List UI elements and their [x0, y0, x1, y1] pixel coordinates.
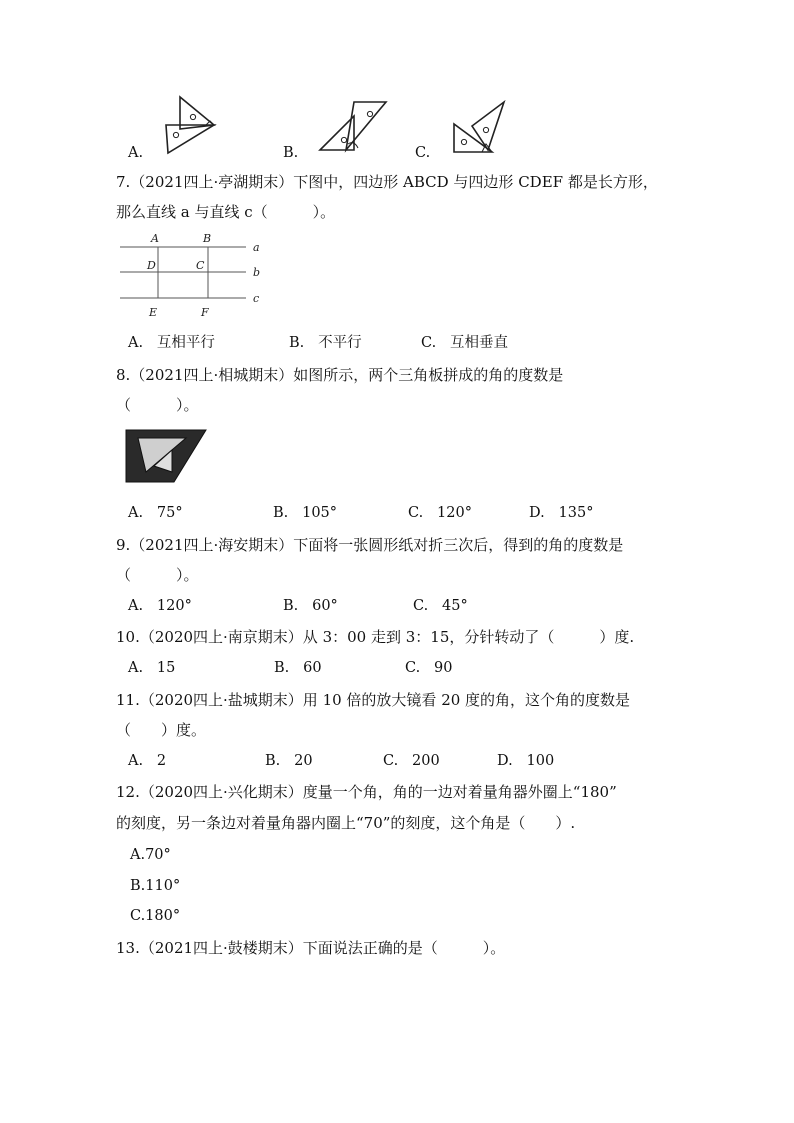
q7-stem-line2: 那么直线 a 与直线 c（ ）。	[116, 203, 336, 221]
q7-rectangles-figure	[118, 232, 268, 322]
q7-stem-line1: 7.（2021四上·亭湖期末）下图中，四边形 ABCD 与四边形 CDEF 都是长方形，	[116, 173, 658, 191]
q7-option-c-text: 互相垂直	[450, 335, 509, 351]
q7-label-line-b: b	[253, 266, 261, 279]
q11-option-d-text: 100	[526, 753, 555, 769]
q8-option-c-text: 120°	[437, 505, 472, 521]
q11-stem-line2: （ ）度。	[116, 721, 207, 739]
q9-option-b-letter: B.	[283, 598, 299, 614]
q11-stem-line1: 11.（2020四上·盐城期末）用 10 倍的放大镜看 20 度的角，这个角的度数是	[116, 691, 631, 709]
q6-option-b-letter[interactable]: B.	[283, 145, 299, 161]
q7-option-c[interactable]	[421, 333, 508, 353]
q7-label-line-a: a	[253, 241, 260, 254]
q11-option-b[interactable]	[265, 751, 313, 771]
q10-option-c-letter: C.	[405, 660, 421, 676]
q9-option-c-letter: C.	[413, 598, 429, 614]
q10-option-a-letter: A.	[128, 660, 144, 676]
q11-option-b-letter: B.	[265, 753, 281, 769]
q7-label-e-point: E	[149, 306, 158, 319]
q8-set-squares-figure	[124, 426, 208, 484]
q9-stem-line2: （ ）。	[116, 566, 199, 584]
q12-option-b[interactable]: B.110°	[130, 878, 181, 894]
q7-label-line-c: c	[253, 292, 260, 305]
q11-option-a-text: 2	[156, 753, 167, 769]
q6-option-a-figure	[160, 95, 220, 155]
q10-option-c[interactable]	[405, 658, 452, 678]
q7-label-f-point: F	[201, 306, 209, 319]
q11-option-c[interactable]	[383, 751, 440, 771]
q9-option-a[interactable]	[128, 596, 192, 616]
q11-option-d-letter: D.	[497, 753, 513, 769]
q7-option-a-text: 互相平行	[156, 335, 215, 351]
q9-option-b-text: 60°	[312, 598, 338, 614]
q9-option-c-text: 45°	[442, 598, 468, 614]
q6-option-c-letter[interactable]: C.	[415, 145, 431, 161]
q6-option-c-figure	[452, 100, 512, 155]
q10-option-b-letter: B.	[274, 660, 290, 676]
q9-stem-line1: 9.（2021四上·海安期末）下面将一张圆形纸对折三次后，得到的角的度数是	[116, 536, 624, 554]
q7-label-a-point: A	[151, 232, 159, 245]
q8-option-c-letter: C.	[408, 505, 424, 521]
q8-option-a[interactable]	[128, 503, 183, 523]
q10-option-a[interactable]	[128, 658, 175, 678]
q8-option-a-text: 75°	[156, 505, 183, 521]
q9-option-a-letter: A.	[128, 598, 144, 614]
q8-option-d[interactable]	[529, 503, 593, 523]
q7-option-c-letter: C.	[421, 335, 437, 351]
q8-option-b-letter: B.	[273, 505, 289, 521]
q8-option-b[interactable]	[273, 503, 337, 523]
q6-option-a-letter[interactable]: A.	[128, 145, 144, 161]
q11-option-d[interactable]	[497, 751, 554, 771]
q9-option-c[interactable]	[413, 596, 468, 616]
q11-option-c-letter: C.	[383, 753, 399, 769]
q11-option-a[interactable]	[128, 751, 166, 771]
q12-stem-line2: 的刻度，另一条边对着量角器内圈上“70”的刻度，这个角是（ ）.	[116, 814, 576, 832]
q12-stem-line1: 12.（2020四上·兴化期末）度量一个角，角的一边对着量角器外圈上“180”	[116, 783, 617, 801]
q8-option-c[interactable]	[408, 503, 472, 523]
q7-option-b-letter: B.	[289, 335, 305, 351]
q13-stem-line1: 13.（2021四上·鼓楼期末）下面说法正确的是（ ）。	[116, 939, 506, 957]
q7-label-c-point: C	[196, 259, 205, 272]
q7-label-b-point: B	[203, 232, 212, 245]
q8-option-d-letter: D.	[529, 505, 545, 521]
q7-option-a-letter: A.	[128, 335, 144, 351]
q10-option-b-text: 60	[303, 660, 322, 676]
q12-option-c[interactable]: C.180°	[130, 908, 181, 924]
q11-option-c-text: 200	[412, 753, 440, 769]
q6-option-b-figure	[318, 100, 388, 155]
q8-option-a-letter: A.	[128, 505, 144, 521]
q8-stem-line1: 8.（2021四上·相城期末）如图所示，两个三角板拼成的角的度数是	[116, 366, 564, 384]
q12-option-a[interactable]: A.70°	[130, 847, 171, 863]
q10-stem-line1: 10.（2020四上·南京期末）从 3：00 走到 3：15，分针转动了（ ）度.	[116, 628, 635, 646]
q10-option-b[interactable]	[274, 658, 322, 678]
q7-option-b-text: 不平行	[318, 335, 362, 351]
q7-label-d-point: D	[147, 259, 156, 272]
q8-option-d-text: 135°	[558, 505, 594, 521]
q10-option-a-text: 15	[156, 660, 176, 676]
q11-option-b-text: 20	[294, 753, 313, 769]
q10-option-c-text: 90	[434, 660, 453, 676]
q7-option-a[interactable]	[128, 333, 215, 353]
q8-option-b-text: 105°	[302, 505, 338, 521]
q9-option-a-text: 120°	[156, 598, 192, 614]
q9-option-b[interactable]	[283, 596, 338, 616]
q8-stem-line2: （ ）。	[116, 396, 199, 414]
q11-option-a-letter: A.	[128, 753, 144, 769]
q7-option-b[interactable]	[289, 333, 362, 353]
